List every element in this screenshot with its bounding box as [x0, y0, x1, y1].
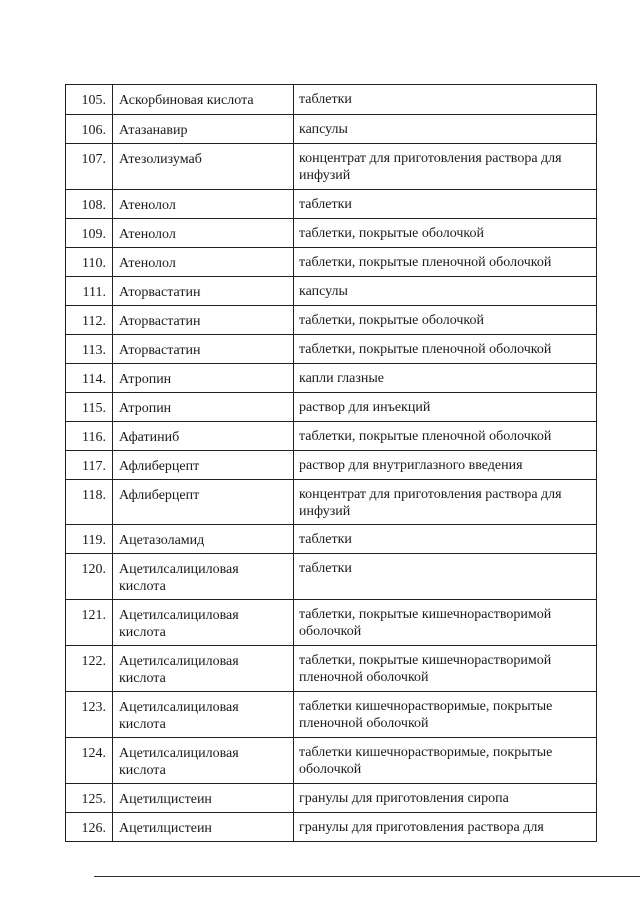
drug-name: Ацетилцистеин	[113, 784, 294, 813]
row-number: 113.	[66, 335, 113, 364]
table-row	[66, 813, 597, 842]
drug-name: Атенолол	[113, 190, 294, 219]
dosage-form: таблетки, покрытые пленочной оболочкой	[294, 335, 597, 364]
table-row	[66, 335, 597, 364]
dosage-form: капсулы	[294, 115, 597, 144]
dosage-form: концентрат для приготовления раствора для инфузий	[294, 480, 597, 525]
drug-name: Афлиберцепт	[113, 451, 294, 480]
dosage-form: гранулы для приготовления сиропа	[294, 784, 597, 813]
drug-name: Атенолол	[113, 219, 294, 248]
drug-name: Аторвастатин	[113, 306, 294, 335]
table-row	[66, 393, 597, 422]
row-number: 109.	[66, 219, 113, 248]
drug-name: Ацетилсалициловая кислота	[113, 600, 294, 646]
row-number: 106.	[66, 115, 113, 144]
dosage-form: таблетки, покрытые оболочкой	[294, 219, 597, 248]
drug-name: Ацетилцистеин	[113, 813, 294, 842]
table-row	[66, 306, 597, 335]
dosage-form: таблетки, покрытые оболочкой	[294, 306, 597, 335]
row-number: 125.	[66, 784, 113, 813]
dosage-form: таблетки, покрытые кишечнорастворимой оболочкой	[294, 600, 597, 646]
table-row	[66, 738, 597, 784]
table-row	[66, 422, 597, 451]
table-row	[66, 219, 597, 248]
dosage-form: раствор для инъекций	[294, 393, 597, 422]
drug-name: Ацетилсалициловая кислота	[113, 692, 294, 738]
table-row	[66, 646, 597, 692]
drug-name: Аскорбиновая кислота	[113, 85, 294, 115]
table-row	[66, 85, 597, 115]
row-number: 121.	[66, 600, 113, 646]
row-number: 120.	[66, 554, 113, 600]
dosage-form: таблетки кишечнорастворимые, покрытые оболочкой	[294, 738, 597, 784]
row-number: 123.	[66, 692, 113, 738]
drug-name: Атенолол	[113, 248, 294, 277]
table-row	[66, 144, 597, 190]
drug-name: Ацетилсалициловая кислота	[113, 554, 294, 600]
row-number: 107.	[66, 144, 113, 190]
row-number: 118.	[66, 480, 113, 525]
dosage-form: гранулы для приготовления раствора для	[294, 813, 597, 842]
row-number: 122.	[66, 646, 113, 692]
table-row	[66, 277, 597, 306]
drug-name: Атазанавир	[113, 115, 294, 144]
drug-name: Атропин	[113, 393, 294, 422]
table-row	[66, 525, 597, 554]
drug-list-table	[65, 84, 597, 842]
row-number: 124.	[66, 738, 113, 784]
row-number: 110.	[66, 248, 113, 277]
row-number: 116.	[66, 422, 113, 451]
drug-name: Ацетилсалициловая кислота	[113, 738, 294, 784]
row-number: 108.	[66, 190, 113, 219]
dosage-form: таблетки	[294, 190, 597, 219]
dosage-form: капсулы	[294, 277, 597, 306]
drug-name: Атропин	[113, 364, 294, 393]
row-number: 105.	[66, 85, 113, 115]
page-footer-rule	[94, 876, 640, 877]
dosage-form: таблетки	[294, 525, 597, 554]
drug-name: Афлиберцепт	[113, 480, 294, 525]
table-row	[66, 784, 597, 813]
dosage-form: таблетки, покрытые кишечнорастворимой пленочной оболочкой	[294, 646, 597, 692]
dosage-form: капли глазные	[294, 364, 597, 393]
dosage-form: таблетки, покрытые пленочной оболочкой	[294, 248, 597, 277]
row-number: 111.	[66, 277, 113, 306]
row-number: 119.	[66, 525, 113, 554]
table-row	[66, 554, 597, 600]
row-number: 112.	[66, 306, 113, 335]
drug-name: Аторвастатин	[113, 335, 294, 364]
drug-name: Атезолизумаб	[113, 144, 294, 190]
drug-name: Ацетилсалициловая кислота	[113, 646, 294, 692]
table-row	[66, 480, 597, 525]
table-row	[66, 451, 597, 480]
dosage-form: таблетки	[294, 85, 597, 115]
drug-name: Афатиниб	[113, 422, 294, 451]
table-row	[66, 364, 597, 393]
drug-name: Аторвастатин	[113, 277, 294, 306]
table-row	[66, 600, 597, 646]
row-number: 117.	[66, 451, 113, 480]
table-row	[66, 692, 597, 738]
dosage-form: раствор для внутриглазного введения	[294, 451, 597, 480]
row-number: 126.	[66, 813, 113, 842]
row-number: 115.	[66, 393, 113, 422]
dosage-form: таблетки, покрытые пленочной оболочкой	[294, 422, 597, 451]
drug-name: Ацетазоламид	[113, 525, 294, 554]
row-number: 114.	[66, 364, 113, 393]
table-row	[66, 115, 597, 144]
table-row	[66, 248, 597, 277]
dosage-form: таблетки	[294, 554, 597, 600]
dosage-form: таблетки кишечнорастворимые, покрытые пленочной оболочкой	[294, 692, 597, 738]
dosage-form: концентрат для приготовления раствора для инфузий	[294, 144, 597, 190]
table-row	[66, 190, 597, 219]
